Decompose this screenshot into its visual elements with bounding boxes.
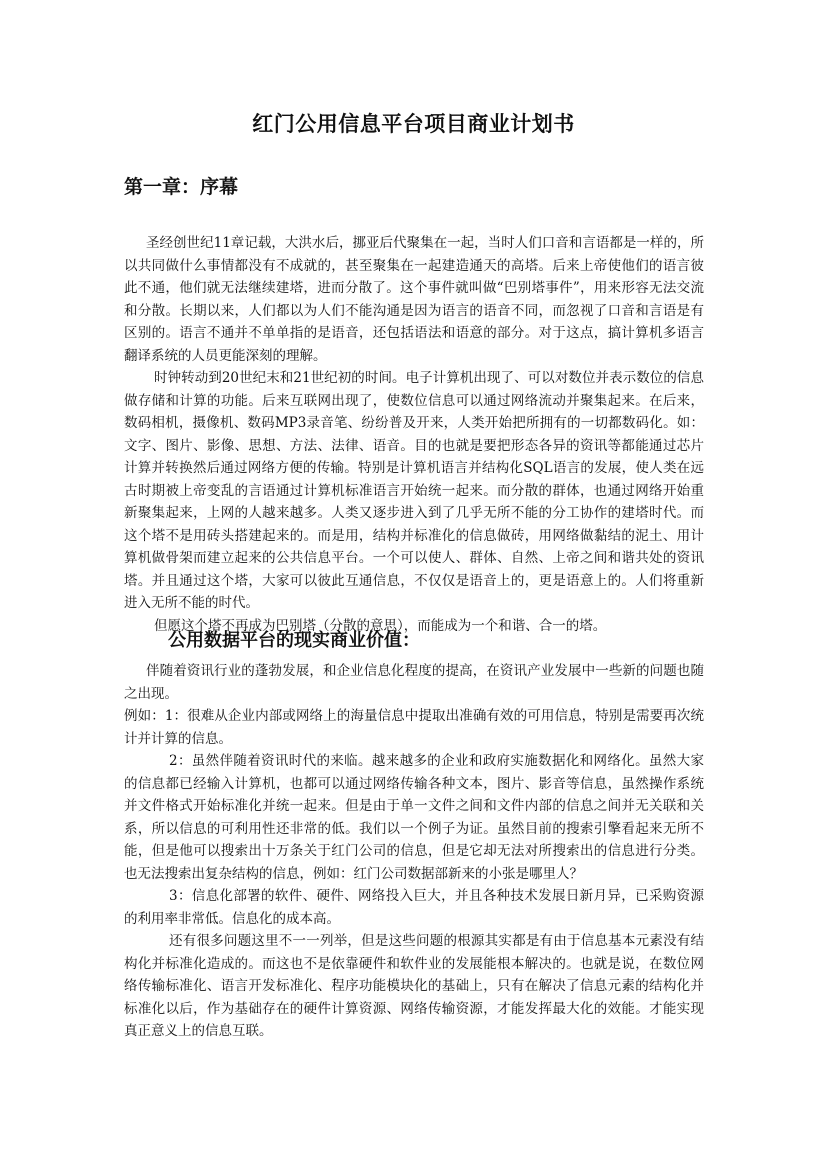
chapter-body (124, 232, 704, 637)
paragraph: 2：虽然伴随着资讯时代的来临。越来越多的企业和政府实施数据化和网络化。虽然大家的信息都已经输入计算机，也都可以通过网络传输各种文本，图片、影音等信息，虽然操作系统并文件格式开始标准化并统一起来。但是由于单一文件之间和文件内部的信息之间并无关联和关系，所以信息的可利用性还非常的低。我们以一个例子为证。虽然目前的搜索引擎看起来无所不能，但是他可以搜索出十万条关于红门公司的信息，但是它却无法对所搜索出的信息进行分类。也无法搜索出复杂结构的信息，例如：红门公司数据部新来的小张是哪里人？ (124, 753, 704, 882)
page-title: 红门公用信息平台项目商业计划书 (252, 111, 575, 136)
paragraph: 3：信息化部署的软件、硬件、网络投入巨大，并且各种技术发展日新月异，已采购资源的利用率非常低。信息化的成本高。 (124, 888, 704, 927)
paragraph: 伴随着资讯行业的蓬勃发展，和企业信息化程度的提高，在资讯产业发展中一些新的问题也随之出现。 (124, 663, 704, 702)
paragraph: 还有很多问题这里不一一列举，但是这些问题的根源其实都是有由于信息基本元素没有结构化并标准化造成的。而这也不是依靠硬件和软件业的发展能根本解决的。也就是说，在数位网络传输标准化、语言开发标准化、程序功能模块化的基础上，只有在解决了信息元素的结构化并标准化以后，作为基础存在的硬件计算资源、网络传输资源，才能发挥最大化的效能。才能实现真正意义上的信息互联。 (124, 933, 704, 1039)
paragraph: 例如：1：很难从企业内部或网络上的海量信息中提取出准确有效的可用信息，特别是需要再次统计并计算的信息。 (124, 708, 704, 747)
paragraph: 时钟转动到20世纪末和21世纪初的时间。电子计算机出现了、可以对数位并表示数位的信息做存储和计算的功能。后来互联网出现了，使数位信息可以通过网络流动并聚集起来。在后来，数码相机，摄像机、数码MP3录音笔、纷纷普及开来，人类开始把所拥有的一切都数码化。如：文字、图片、影像、思想、方法、法律、语音。目的也就是要把形态各异的资讯等都能通过芯片计算并转换然后通过网络方便的传输。特别是计算机语言并结构化SQL语言的发展，使人类在远古时期被上帝变乱的言语通过计算机标准语言开始统一起来。而分散的群体，也通过网络开始重新聚集起来，上网的人越来越多。人类又逐步进入到了几乎无所不能的分工协作的建塔时代。而这个塔不是用砖头搭建起来的。而是用，结构并标准化的信息做砖，用网络做黏结的泥土、用计算机做骨架而建立起来的公共信息平台。一个可以使人、群体、自然、上帝之间和谐共处的资讯塔。并且通过这个塔，大家可以彼此互通信息，不仅仅是语音上的，更是语意上的。人们将重新进入无所不能的时代。 (124, 370, 704, 611)
paragraph: 圣经创世纪11章记载，大洪水后，挪亚后代聚集在一起，当时人们口音和言语都是一样的，所以共同做什么事情都没有不成就的，甚至聚集在一起建造通天的高塔。后来上帝使他们的语言彼此不通，他们就无法继续建塔，进而分散了。这个事件就叫做“巴别塔事件”，用来形容无法交流和分散。长期以来，人们都以为人们不能沟通是因为语言的语音不同，而忽视了口音和言语是有区别的。语言不通并不单单指的是语音，还包括语法和语意的部分。对于这点，搞计算机多语言翻译系统的人员更能深刻的理解。 (124, 235, 704, 364)
section-body (124, 660, 704, 1043)
section-heading: 公用数据平台的现实商业价值： (168, 630, 420, 651)
chapter-heading: 第一章：序幕 (124, 176, 239, 198)
paragraph: 但愿这个塔不再成为巴别塔（分散的意思），而能成为一个和谐、合一的塔。 (154, 617, 607, 634)
